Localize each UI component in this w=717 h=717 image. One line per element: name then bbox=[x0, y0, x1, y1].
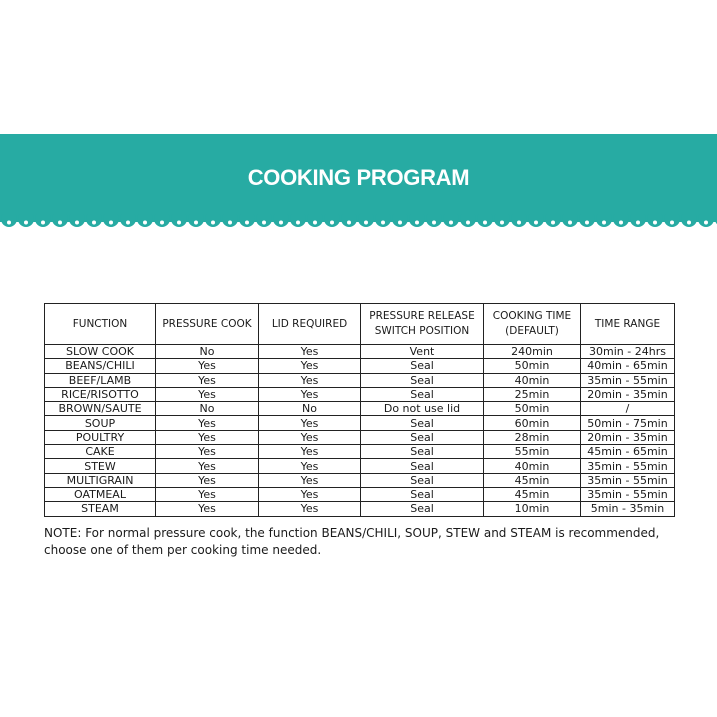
table-cell: Vent bbox=[361, 345, 484, 359]
table-cell: 35min - 55min bbox=[581, 473, 675, 487]
table-row bbox=[45, 473, 675, 487]
table-cell: 28min bbox=[484, 430, 581, 444]
table-row bbox=[45, 487, 675, 501]
column-header: COOKING TIME (DEFAULT) bbox=[484, 304, 581, 345]
table-cell: 20min - 35min bbox=[581, 387, 675, 401]
table-row bbox=[45, 416, 675, 430]
table-cell: Seal bbox=[361, 387, 484, 401]
table-cell: 30min - 24hrs bbox=[581, 345, 675, 359]
page-title: COOKING PROGRAM bbox=[247, 165, 470, 190]
table-cell: 240min bbox=[484, 345, 581, 359]
table-cell: No bbox=[156, 345, 259, 359]
table-body bbox=[45, 345, 675, 517]
table-cell: Yes bbox=[156, 387, 259, 401]
table-row bbox=[45, 345, 675, 359]
table-cell: CAKE bbox=[45, 445, 156, 459]
cooking-program-table bbox=[44, 303, 675, 517]
table-cell: Yes bbox=[259, 445, 361, 459]
column-header: LID REQUIRED bbox=[259, 304, 361, 345]
column-header: PRESSURE RELEASE SWITCH POSITION bbox=[361, 304, 484, 345]
table-cell: 5min - 35min bbox=[581, 502, 675, 516]
table-row bbox=[45, 445, 675, 459]
table-cell: OATMEAL bbox=[45, 487, 156, 501]
table-cell: Yes bbox=[259, 487, 361, 501]
table-cell: BROWN/SAUTE bbox=[45, 402, 156, 416]
table-cell: Seal bbox=[361, 487, 484, 501]
table-cell: Yes bbox=[156, 373, 259, 387]
table-cell: STEAM bbox=[45, 502, 156, 516]
table-cell: Yes bbox=[156, 445, 259, 459]
table-cell: Yes bbox=[259, 430, 361, 444]
table-cell: Yes bbox=[156, 473, 259, 487]
table-cell: MULTIGRAIN bbox=[45, 473, 156, 487]
note-text: NOTE: For normal pressure cook, the function BEANS/CHILI, SOUP, STEW and STEAM is recommended, choose one of them per cooking time needed. bbox=[44, 526, 660, 557]
table-cell: RICE/RISOTTO bbox=[45, 387, 156, 401]
table-cell: Seal bbox=[361, 459, 484, 473]
table-cell: BEANS/CHILI bbox=[45, 359, 156, 373]
table-cell: Yes bbox=[259, 387, 361, 401]
table-cell: STEW bbox=[45, 459, 156, 473]
table-cell: 50min bbox=[484, 359, 581, 373]
table-cell: Yes bbox=[259, 345, 361, 359]
table-cell: 45min bbox=[484, 473, 581, 487]
table-row bbox=[45, 359, 675, 373]
table-cell: Seal bbox=[361, 430, 484, 444]
table-row bbox=[45, 373, 675, 387]
table-cell: 45min bbox=[484, 487, 581, 501]
table-cell: Yes bbox=[156, 459, 259, 473]
table-header-row bbox=[45, 304, 675, 345]
table-cell: 55min bbox=[484, 445, 581, 459]
table-cell: Seal bbox=[361, 473, 484, 487]
table-cell: SOUP bbox=[45, 416, 156, 430]
table-cell: Seal bbox=[361, 445, 484, 459]
table-row bbox=[45, 430, 675, 444]
table-cell: Seal bbox=[361, 373, 484, 387]
table-cell: 60min bbox=[484, 416, 581, 430]
table-cell: POULTRY bbox=[45, 430, 156, 444]
table-cell: 35min - 55min bbox=[581, 373, 675, 387]
table-row bbox=[45, 402, 675, 416]
table-cell: No bbox=[156, 402, 259, 416]
table-cell: Yes bbox=[156, 502, 259, 516]
table-cell: 20min - 35min bbox=[581, 430, 675, 444]
table-cell: 50min - 75min bbox=[581, 416, 675, 430]
table-cell: Yes bbox=[259, 502, 361, 516]
table-cell: 45min - 65min bbox=[581, 445, 675, 459]
column-header: TIME RANGE bbox=[581, 304, 675, 345]
table-cell: Seal bbox=[361, 502, 484, 516]
table-cell: SLOW COOK bbox=[45, 345, 156, 359]
table-cell: 40min - 65min bbox=[581, 359, 675, 373]
table-cell: Yes bbox=[156, 416, 259, 430]
table-cell: Seal bbox=[361, 416, 484, 430]
column-header: FUNCTION bbox=[45, 304, 156, 345]
table-cell: 40min bbox=[484, 459, 581, 473]
table-cell: 40min bbox=[484, 373, 581, 387]
table-row bbox=[45, 502, 675, 516]
table-cell: 10min bbox=[484, 502, 581, 516]
table-cell: Yes bbox=[259, 373, 361, 387]
table-cell: Seal bbox=[361, 359, 484, 373]
table-cell: 35min - 55min bbox=[581, 487, 675, 501]
table-cell: No bbox=[259, 402, 361, 416]
table-cell: Yes bbox=[259, 459, 361, 473]
table-cell: Yes bbox=[259, 416, 361, 430]
table-cell: Do not use lid bbox=[361, 402, 484, 416]
table-cell: 35min - 55min bbox=[581, 459, 675, 473]
table-cell: Yes bbox=[259, 473, 361, 487]
table-cell: Yes bbox=[156, 430, 259, 444]
table-cell: / bbox=[581, 402, 675, 416]
table-cell: 50min bbox=[484, 402, 581, 416]
table-cell: Yes bbox=[156, 359, 259, 373]
table-cell: Yes bbox=[156, 487, 259, 501]
table-cell: Yes bbox=[259, 359, 361, 373]
table-cell: 25min bbox=[484, 387, 581, 401]
table-row bbox=[45, 387, 675, 401]
table-row bbox=[45, 459, 675, 473]
table-cell: BEEF/LAMB bbox=[45, 373, 156, 387]
scalloped-edge bbox=[0, 214, 717, 234]
column-header: PRESSURE COOK bbox=[156, 304, 259, 345]
